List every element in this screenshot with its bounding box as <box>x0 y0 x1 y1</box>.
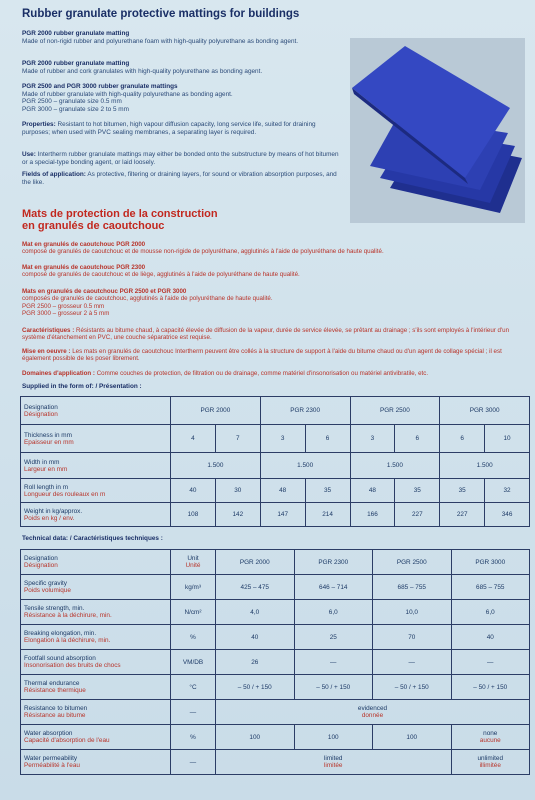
en-fields <box>22 171 342 186</box>
product-header: PGR 3000 <box>451 550 530 575</box>
fr-properties-text: Résistants au bitume chaud, à capacité élevée de diffusion de la vapeur, durée de service élevée, se prêtant au drainage ; s'ils sont employés à l'intérieur d'un système d'étanchement en PVC, une couche séparatrice est requise. <box>22 327 510 342</box>
row-label-en: Weight in kg/approx. <box>24 507 83 515</box>
table-cell: 108 <box>171 503 216 527</box>
row-label-fr: Longueur des rouleaux en m <box>24 490 106 498</box>
fr-p3-text3: PGR 3000 – grosseur 2 à 5 mm <box>22 310 110 318</box>
unit-fr: Unité <box>185 562 201 569</box>
en-section-pgr2500-3000 <box>22 83 342 113</box>
fr-properties-heading: Caractéristiques : <box>22 327 75 334</box>
en-fields-heading: Fields of application: <box>22 171 86 178</box>
fr-p3-heading: Mats en granulés de caoutchouc PGR 2500 et PGR 3000 <box>22 288 187 295</box>
row-label-en: Width in mm <box>24 458 60 466</box>
table-cell: 227 <box>395 503 440 527</box>
product-header: PGR 2300 <box>260 397 350 425</box>
row-label-fr: Epaisseur en mm <box>24 438 74 446</box>
table-cell: 142 <box>215 503 260 527</box>
table-row <box>21 453 530 479</box>
table-cell: 1.500 <box>350 453 440 479</box>
en-properties <box>22 121 342 136</box>
table-row <box>21 503 530 527</box>
fr-use-heading: Mise en oeuvre : <box>22 348 71 355</box>
product-header: PGR 3000 <box>440 397 530 425</box>
table-row <box>21 675 530 700</box>
designation-fr: Désignation <box>24 562 58 569</box>
row-label <box>21 503 171 527</box>
unit-cell: VM/DB <box>171 650 216 675</box>
table-cell: 70 <box>373 625 452 650</box>
fr-p2-heading: Mat en granulés de caoutchouc PGR 2300 <box>22 264 146 271</box>
table-cell: 7 <box>215 425 260 453</box>
value-en: limited <box>324 755 343 762</box>
table-cell: 6 <box>395 425 440 453</box>
row-label <box>21 479 171 503</box>
row-label-en: Breaking elongation, min. <box>24 630 97 637</box>
en-p2-text: Made of rubber and cork granulates with high-quality polyurethane as bonding agent. <box>22 67 263 75</box>
table-cell: 646 – 714 <box>294 575 373 600</box>
fr-section-pgr2300 <box>22 264 532 279</box>
unit-header <box>171 550 216 575</box>
table-cell: 346 <box>485 503 530 527</box>
english-title: Rubber granulate protective mattings for buildings <box>22 8 300 20</box>
en-p3-text3: PGR 3000 – granulate size 2 to 5 mm <box>22 105 129 113</box>
value-en: unlimited <box>477 755 504 762</box>
row-label-en: Resistance to bitumen <box>24 705 88 712</box>
en-use-heading: Use: <box>22 151 36 158</box>
unit-en: Unit <box>187 555 199 562</box>
fr-section-pgr2000 <box>22 241 532 256</box>
table-cell: 100 <box>294 725 373 750</box>
supplied-label: Supplied in the form of: / Présentation : <box>22 383 142 390</box>
fr-p3-text2: PGR 2500 – grosseur 0.5 mm <box>22 302 105 310</box>
row-label-fr: Résistance au bitume <box>24 712 86 719</box>
designation-cell <box>21 397 171 425</box>
french-title <box>22 208 322 232</box>
table-cell: 4 <box>171 425 216 453</box>
en-properties-text: Resistant to hot bitumen, high vapour diffusion capacity, long service life, suited for draining purposes; when used with PVC sealing membranes, a separating layer is required. <box>22 121 316 136</box>
table-cell: – 50 / + 150 <box>216 675 295 700</box>
designation-en: Designation <box>24 555 58 562</box>
row-label <box>21 750 171 775</box>
table-cell: – 50 / + 150 <box>373 675 452 700</box>
table-cell: 147 <box>260 503 305 527</box>
row-label <box>21 675 171 700</box>
row-label-en: Roll length in m <box>24 483 69 491</box>
table-cell: – 50 / + 150 <box>294 675 373 700</box>
en-p1-text: Made of non-rigid rubber and polyurethane foam with high-quality polyurethane as bonding agent. <box>22 37 299 45</box>
value-fr: illimitée <box>479 762 501 769</box>
table-row <box>21 479 530 503</box>
table-row <box>21 397 530 425</box>
table-cell: 10,0 <box>373 600 452 625</box>
table-cell: 3 <box>350 425 395 453</box>
en-use-text: Intertherm rubber granulate mattings may either be bonded onto the substructure by means of hot bitumen or a special-type bonding agent, or laid loosely. <box>22 151 339 166</box>
table-row <box>21 750 530 775</box>
en-p1-heading: PGR 2000 rubber granulate matting <box>22 30 130 37</box>
row-label-fr: Perméabilité à l'eau <box>24 762 80 769</box>
fr-p2-text: composé de granulés de caoutchouc et de liège, agglutinés à l'aide de polyuréthane de haute qualité. <box>22 271 300 279</box>
table-row <box>21 575 530 600</box>
table-cell: 3 <box>260 425 305 453</box>
row-label <box>21 600 171 625</box>
row-label <box>21 650 171 675</box>
table-cell: 40 <box>451 625 530 650</box>
row-label <box>21 453 171 479</box>
row-label <box>21 725 171 750</box>
fr-fields <box>22 370 532 377</box>
fr-section-pgr2500-3000 <box>22 288 532 318</box>
value-fr: donnée <box>361 712 384 719</box>
row-label-en: Water absorption <box>24 730 73 737</box>
table-cell: – 50 / + 150 <box>451 675 530 700</box>
designation-fr: Désignation <box>24 410 58 418</box>
table-cell: 26 <box>216 650 295 675</box>
fr-properties <box>22 327 532 342</box>
value-en: evidenced <box>357 705 388 712</box>
table-cell: — <box>294 650 373 675</box>
table-cell <box>451 750 530 775</box>
table-cell: 48 <box>350 479 395 503</box>
row-label-en: Footfall sound absorption <box>24 655 96 662</box>
table-cell: 6,0 <box>451 600 530 625</box>
table-cell: 25 <box>294 625 373 650</box>
table-cell <box>451 725 530 750</box>
row-label-fr: Résistance à la déchirure, min. <box>24 612 112 619</box>
table-cell: 6 <box>440 425 485 453</box>
fr-fields-heading: Domaines d'application : <box>22 370 95 377</box>
table-cell: 10 <box>485 425 530 453</box>
row-label-fr: Capacité d'absorption de l'eau <box>24 737 110 744</box>
rubber-mats-photo <box>350 38 525 223</box>
table-cell: 166 <box>350 503 395 527</box>
unit-cell: — <box>171 700 216 725</box>
table-row <box>21 700 530 725</box>
en-p3-heading: PGR 2500 and PGR 3000 rubber granulate mattings <box>22 83 178 90</box>
row-label-en: Water permeability <box>24 755 78 762</box>
fr-p3-text1: composés de granulés de caoutchouc, agglutinés à l'aide de polyuréthane de haute qualité. <box>22 295 273 303</box>
product-header: PGR 2500 <box>350 397 440 425</box>
product-header: PGR 2300 <box>294 550 373 575</box>
table-row <box>21 550 530 575</box>
table-cell <box>216 700 530 725</box>
table-cell: 6,0 <box>294 600 373 625</box>
en-fields-text: As protective, filtering or draining layers, for sound or vibration absorption purposes, and the like. <box>22 171 337 186</box>
en-p3-text2: PGR 2500 – granulate size 0.5 mm <box>22 98 122 106</box>
table-row <box>21 725 530 750</box>
table-cell: 48 <box>260 479 305 503</box>
table-cell: 214 <box>305 503 350 527</box>
table-row <box>21 650 530 675</box>
tech-table <box>20 549 530 775</box>
en-properties-heading: Properties: <box>22 121 56 128</box>
fr-p1-text: composé de granulés de caoutchouc et de mousse non-rigide de polyuréthane, agglutinés à l'aide de polyuréthane de haute qualité. <box>22 248 384 256</box>
value-en: none <box>483 730 498 737</box>
row-label <box>21 425 171 453</box>
en-section-pgr2300 <box>22 60 342 75</box>
table-cell: 40 <box>171 479 216 503</box>
table-cell: 40 <box>216 625 295 650</box>
en-section-pgr2000 <box>22 30 342 45</box>
row-label-fr: Poids volumique <box>24 587 71 594</box>
row-label-en: Specific gravity <box>24 580 67 587</box>
en-p2-heading: PGR 2000 rubber granulate matting <box>22 60 130 67</box>
value-fr: aucune <box>479 737 501 744</box>
row-label-fr: Résistance thermique <box>24 687 86 694</box>
fr-fields-text: Comme couches de protection, de filtration ou de drainage, comme matériel d'insonorisation ou matériel antivibratile, etc. <box>96 370 429 377</box>
unit-cell: N/cm² <box>171 600 216 625</box>
table-cell: 32 <box>485 479 530 503</box>
unit-cell: kg/m³ <box>171 575 216 600</box>
unit-cell: % <box>171 625 216 650</box>
fr-p1-heading: Mat en granulés de caoutchouc PGR 2000 <box>22 241 146 248</box>
table-cell: 100 <box>373 725 452 750</box>
row-label-fr: Elongation à la déchirure, min. <box>24 637 111 644</box>
table-cell: 1.500 <box>440 453 530 479</box>
table-cell: 35 <box>440 479 485 503</box>
en-p3-text1: Made of rubber granulate with high-quality polyurethane as bonding agent. <box>22 90 233 98</box>
table-cell: 35 <box>305 479 350 503</box>
product-header: PGR 2000 <box>216 550 295 575</box>
table-cell: 4,0 <box>216 600 295 625</box>
supplied-table <box>20 396 530 527</box>
row-label-fr: Insonorisation des bruits de chocs <box>24 662 121 669</box>
value-fr: limitée <box>324 762 343 769</box>
table-cell: — <box>451 650 530 675</box>
unit-cell: % <box>171 725 216 750</box>
tech-label: Technical data: / Caractéristiques techniques : <box>22 535 163 542</box>
row-label-fr: Poids en kg / env. <box>24 514 75 522</box>
row-label <box>21 575 171 600</box>
table-cell: 227 <box>440 503 485 527</box>
table-cell: 35 <box>395 479 440 503</box>
table-cell: 685 – 755 <box>451 575 530 600</box>
product-header: PGR 2500 <box>373 550 452 575</box>
table-cell: 685 – 755 <box>373 575 452 600</box>
designation-cell <box>21 550 171 575</box>
table-cell: 1.500 <box>260 453 350 479</box>
french-title-line2: en granulés de caoutchouc <box>22 220 165 232</box>
fr-use-text: Les mats en granulés de caoutchouc Intertherm peuvent être collés à la structure de support à l'aide du bitume chaud ou d'un agent de collage spécial ; il est également possible de les poser librement. <box>22 348 502 363</box>
table-cell <box>216 750 452 775</box>
designation-en: Designation <box>24 403 58 411</box>
table-cell: 30 <box>215 479 260 503</box>
table-cell: 1.500 <box>171 453 261 479</box>
table-cell: 100 <box>216 725 295 750</box>
table-cell: 425 – 475 <box>216 575 295 600</box>
row-label <box>21 700 171 725</box>
en-use <box>22 151 342 166</box>
table-cell: 6 <box>305 425 350 453</box>
fr-use <box>22 348 532 363</box>
row-label <box>21 625 171 650</box>
row-label-en: Tensile strength, min. <box>24 605 85 612</box>
row-label-en: Thermal endurance <box>24 680 80 687</box>
table-row <box>21 625 530 650</box>
unit-cell: °C <box>171 675 216 700</box>
unit-cell: — <box>171 750 216 775</box>
table-cell: — <box>373 650 452 675</box>
french-title-line1: Mats de protection de la construction <box>22 208 218 220</box>
product-header: PGR 2000 <box>171 397 261 425</box>
table-row <box>21 425 530 453</box>
row-label-fr: Largeur en mm <box>24 465 68 473</box>
table-row <box>21 600 530 625</box>
row-label-en: Thickness in mm <box>24 431 72 439</box>
